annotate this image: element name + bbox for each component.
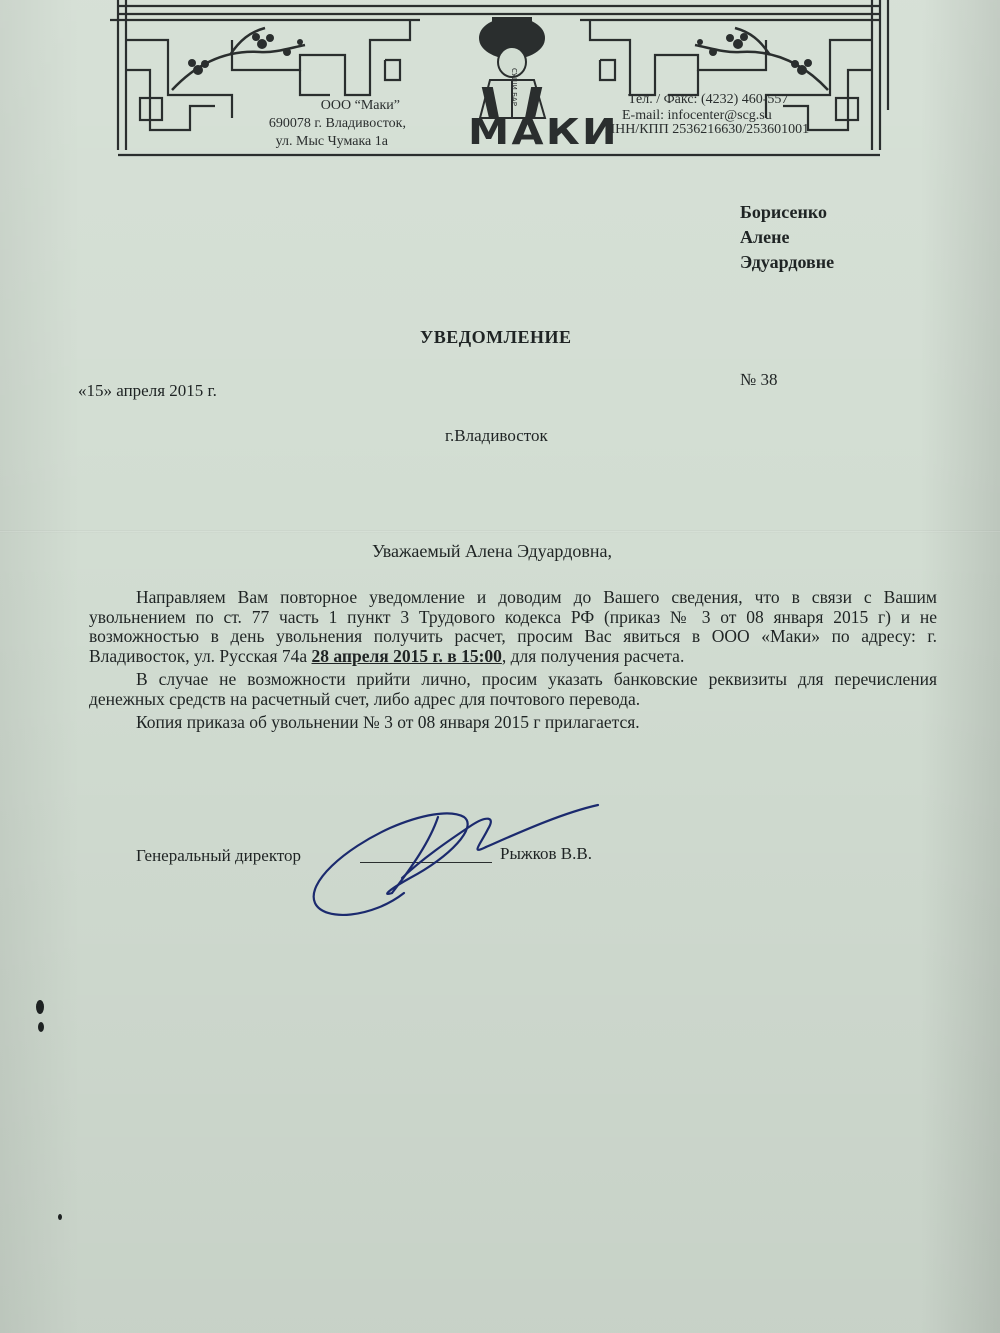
ink-spot [38,1022,44,1032]
company-inn: ИНН/КПП 2536216630/253601001 [605,122,810,137]
addressee-line-3: Эдуардовне [740,252,835,272]
letter-body [89,588,937,733]
signatory-name: Рыжков В.В. [500,844,592,863]
document-number: № 38 [740,370,778,389]
company-phone: Тел. / Факс: (4232) 460-557 [628,92,789,107]
document-title: УВЕДОМЛЕНИЕ [420,327,572,347]
logo-subtitle: СУШИ БАР [510,68,518,106]
paragraph-1 [89,588,937,666]
company-postal-address: 690078 г. Владивосток, [268,116,406,131]
signatory-position: Генеральный директор [136,846,302,865]
handwritten-signature [300,795,620,930]
paragraph-3: Копия приказа об увольнении № 3 от 08 января 2015 г прилагается. [136,712,640,732]
document-city: г.Владивосток [445,426,548,445]
ink-spot [58,1214,62,1220]
appointment-datetime: 28 апреля 2015 г. в 15:00 [311,645,502,666]
company-email: E-mail: infocenter@scg.su [622,108,772,123]
paragraph-1-end: , для получения расчета. [501,645,685,666]
ink-spot [36,1000,44,1014]
document-date: «15» апреля 2015 г. [78,381,217,400]
company-name: ООО “Маки” [320,98,400,113]
addressee-line-1: Борисенко [740,202,827,222]
logo-wordmark: МАКИ [468,112,619,153]
addressee-line-2: Алене [740,227,790,247]
company-street-address: ул. Мыс Чумака 1а [275,134,388,149]
paper-fold [0,530,1000,533]
paragraph-1-text: Направляем Вам повторное уведомление и доводим до Вашего сведения, что в связи с Вашим увольнением по ст. 77 часть 1 пункт 3 Трудового кодекса РФ (приказ № 3 от 08 января 2015 г) и не возможностью в день увольнения получить расчет, просим Вас явиться в ООО «Маки» по адресу: г. Владивосток, ул. Русская 74а [89,587,937,666]
paragraph-2: В случае не возможности прийти лично, просим указать банковские реквизиты для перечисления денежных средств на расчетный счет, либо адрес для почтового перевода. [89,669,937,709]
greeting: Уважаемый Алена Эдуардовна, [372,541,612,561]
